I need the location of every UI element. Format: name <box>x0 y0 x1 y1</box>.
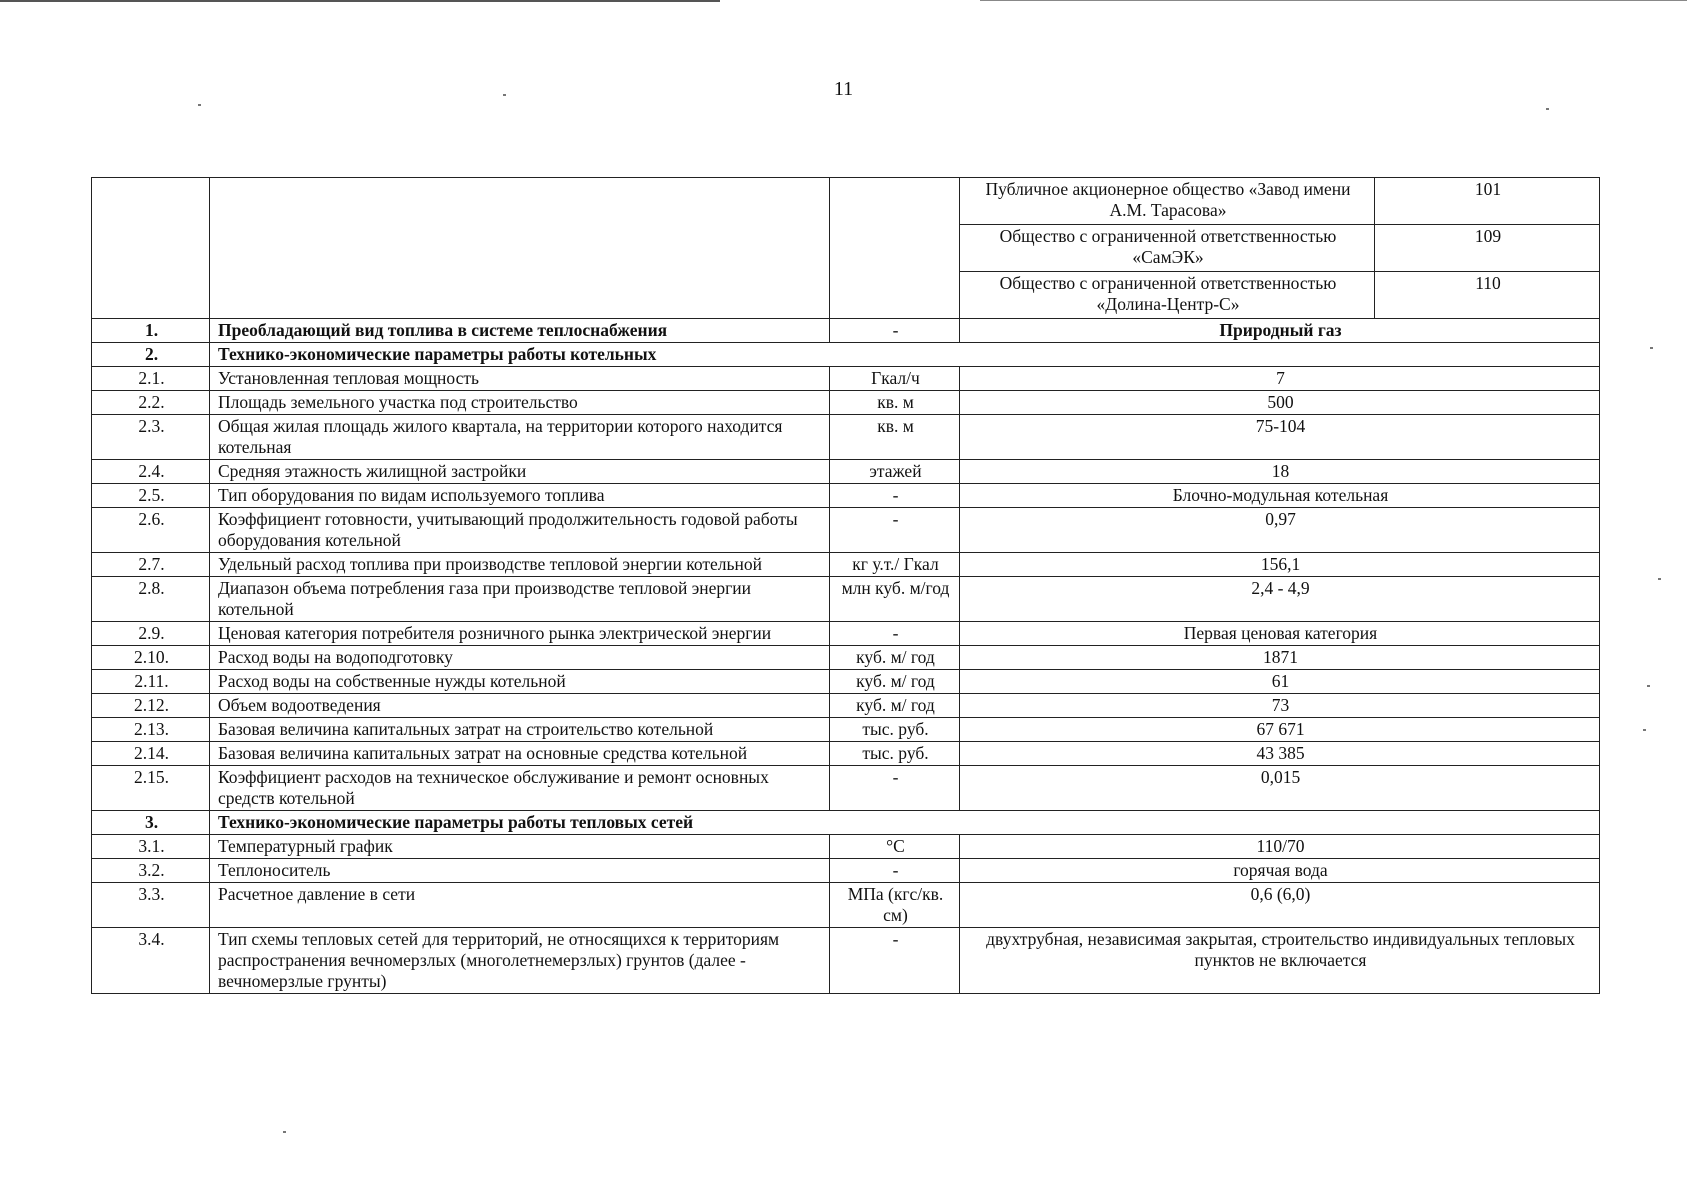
table-row <box>92 859 1600 883</box>
row-name: Общая жилая площадь жилого квартала, на территории которого находится котельная <box>210 415 830 460</box>
row-name: Площадь земельного участка под строительство <box>210 391 830 415</box>
empty-cell <box>830 178 960 319</box>
table-row <box>92 367 1600 391</box>
row-name: Объем водоотведения <box>210 694 830 718</box>
org-row <box>92 178 1600 225</box>
row-name: Удельный расход топлива при производстве тепловой энергии котельной <box>210 553 830 577</box>
section-row <box>92 343 1600 367</box>
table-row <box>92 415 1600 460</box>
table-row <box>92 391 1600 415</box>
table-row <box>92 670 1600 694</box>
scan-speck <box>1647 685 1650 687</box>
row-unit: млн куб. м/год <box>830 577 960 622</box>
section-row <box>92 811 1600 835</box>
row-value: 61 <box>960 670 1600 694</box>
row-value: 500 <box>960 391 1600 415</box>
row-number: 1. <box>92 319 210 343</box>
row-name: Преобладающий вид топлива в системе теплоснабжения <box>210 319 830 343</box>
row-unit: куб. м/ год <box>830 694 960 718</box>
row-unit: - <box>830 766 960 811</box>
table-row <box>92 718 1600 742</box>
row-number: 2.2. <box>92 391 210 415</box>
scan-edge-line <box>980 0 1687 1</box>
scan-speck <box>1643 729 1646 731</box>
row-name: Теплоноситель <box>210 859 830 883</box>
row-value: 75-104 <box>960 415 1600 460</box>
row-number: 2.7. <box>92 553 210 577</box>
row-unit: Гкал/ч <box>830 367 960 391</box>
row-number: 2.8. <box>92 577 210 622</box>
table-row <box>92 883 1600 928</box>
row-value: 0,015 <box>960 766 1600 811</box>
row-unit: кв. м <box>830 415 960 460</box>
row-name: Диапазон объема потребления газа при производстве тепловой энергии котельной <box>210 577 830 622</box>
table-row <box>92 553 1600 577</box>
row-value: 0,6 (6,0) <box>960 883 1600 928</box>
empty-cell <box>210 178 830 319</box>
row-number: 2.1. <box>92 367 210 391</box>
section-title: Технико-экономические параметры работы котельных <box>210 343 1600 367</box>
row-number: 2.9. <box>92 622 210 646</box>
table-row <box>92 766 1600 811</box>
row-name: Коэффициент готовности, учитывающий продолжительность годовой работы оборудования котельной <box>210 508 830 553</box>
parameters-table <box>91 177 1600 994</box>
org-name: Публичное акционерное общество «Завод имени А.М. Тарасова» <box>960 178 1375 225</box>
row-unit: куб. м/ год <box>830 670 960 694</box>
row-number: 2.13. <box>92 718 210 742</box>
table-row <box>92 319 1600 343</box>
scan-speck <box>198 104 201 106</box>
table-row <box>92 622 1600 646</box>
row-name: Расход воды на собственные нужды котельной <box>210 670 830 694</box>
row-unit: тыс. руб. <box>830 742 960 766</box>
row-value: двухтрубная, независимая закрытая, строительство индивидуальных тепловых пунктов не включается <box>960 928 1600 994</box>
scan-speck <box>503 94 506 96</box>
row-value: Блочно-модульная котельная <box>960 484 1600 508</box>
row-unit: кв. м <box>830 391 960 415</box>
scan-speck <box>1658 578 1661 580</box>
table-row <box>92 484 1600 508</box>
row-number: 2.15. <box>92 766 210 811</box>
row-number: 2. <box>92 343 210 367</box>
row-name: Средняя этажность жилищной застройки <box>210 460 830 484</box>
row-number: 3.2. <box>92 859 210 883</box>
row-name: Установленная тепловая мощность <box>210 367 830 391</box>
table-row <box>92 646 1600 670</box>
row-number: 2.5. <box>92 484 210 508</box>
row-value: 0,97 <box>960 508 1600 553</box>
row-value: 1871 <box>960 646 1600 670</box>
row-unit: °С <box>830 835 960 859</box>
row-value: 156,1 <box>960 553 1600 577</box>
row-unit: тыс. руб. <box>830 718 960 742</box>
row-value: 7 <box>960 367 1600 391</box>
row-unit: - <box>830 928 960 994</box>
row-name: Расход воды на водоподготовку <box>210 646 830 670</box>
row-name: Тип оборудования по видам используемого топлива <box>210 484 830 508</box>
row-value: 110/70 <box>960 835 1600 859</box>
row-unit: - <box>830 859 960 883</box>
row-name: Базовая величина капитальных затрат на основные средства котельной <box>210 742 830 766</box>
row-value: 67 671 <box>960 718 1600 742</box>
org-name: Общество с ограниченной ответственностью «СамЭК» <box>960 225 1375 272</box>
table-row <box>92 742 1600 766</box>
table-row <box>92 460 1600 484</box>
row-unit: - <box>830 319 960 343</box>
table-row <box>92 508 1600 553</box>
row-unit: кг у.т./ Гкал <box>830 553 960 577</box>
page-number: 11 <box>833 78 854 100</box>
table-row <box>92 928 1600 994</box>
row-number: 2.12. <box>92 694 210 718</box>
table-row <box>92 694 1600 718</box>
empty-cell <box>92 178 210 319</box>
row-value: горячая вода <box>960 859 1600 883</box>
row-value: 2,4 - 4,9 <box>960 577 1600 622</box>
row-unit: - <box>830 508 960 553</box>
table-row <box>92 577 1600 622</box>
row-unit: МПа (кгс/кв. см) <box>830 883 960 928</box>
row-unit: - <box>830 622 960 646</box>
row-name: Тип схемы тепловых сетей для территорий, не относящихся к территориям распространения вечномерзлых (многолетнемерзлых) грунтов (далее - вечномерзлые грунты) <box>210 928 830 994</box>
section-title: Технико-экономические параметры работы тепловых сетей <box>210 811 1600 835</box>
row-unit: - <box>830 484 960 508</box>
row-value: 43 385 <box>960 742 1600 766</box>
row-name: Расчетное давление в сети <box>210 883 830 928</box>
org-code: 110 <box>1375 272 1600 319</box>
scan-speck <box>1650 347 1653 349</box>
row-number: 3.3. <box>92 883 210 928</box>
scan-speck <box>1546 108 1549 110</box>
row-unit: этажей <box>830 460 960 484</box>
row-number: 3.1. <box>92 835 210 859</box>
row-name: Коэффициент расходов на техническое обслуживание и ремонт основных средств котельной <box>210 766 830 811</box>
row-name: Ценовая категория потребителя розничного рынка электрической энергии <box>210 622 830 646</box>
org-code: 109 <box>1375 225 1600 272</box>
row-value: Первая ценовая категория <box>960 622 1600 646</box>
row-number: 2.6. <box>92 508 210 553</box>
table-row <box>92 835 1600 859</box>
row-unit: куб. м/ год <box>830 646 960 670</box>
row-number: 3.4. <box>92 928 210 994</box>
row-number: 2.14. <box>92 742 210 766</box>
org-code: 101 <box>1375 178 1600 225</box>
row-number: 2.10. <box>92 646 210 670</box>
org-name: Общество с ограниченной ответственностью «Долина-Центр-С» <box>960 272 1375 319</box>
row-value: Природный газ <box>960 319 1600 343</box>
row-value: 73 <box>960 694 1600 718</box>
row-name: Температурный график <box>210 835 830 859</box>
row-value: 18 <box>960 460 1600 484</box>
row-number: 2.4. <box>92 460 210 484</box>
row-name: Базовая величина капитальных затрат на строительство котельной <box>210 718 830 742</box>
row-number: 2.3. <box>92 415 210 460</box>
scan-edge-line <box>0 0 720 2</box>
scan-speck <box>283 1131 286 1133</box>
row-number: 2.11. <box>92 670 210 694</box>
row-number: 3. <box>92 811 210 835</box>
